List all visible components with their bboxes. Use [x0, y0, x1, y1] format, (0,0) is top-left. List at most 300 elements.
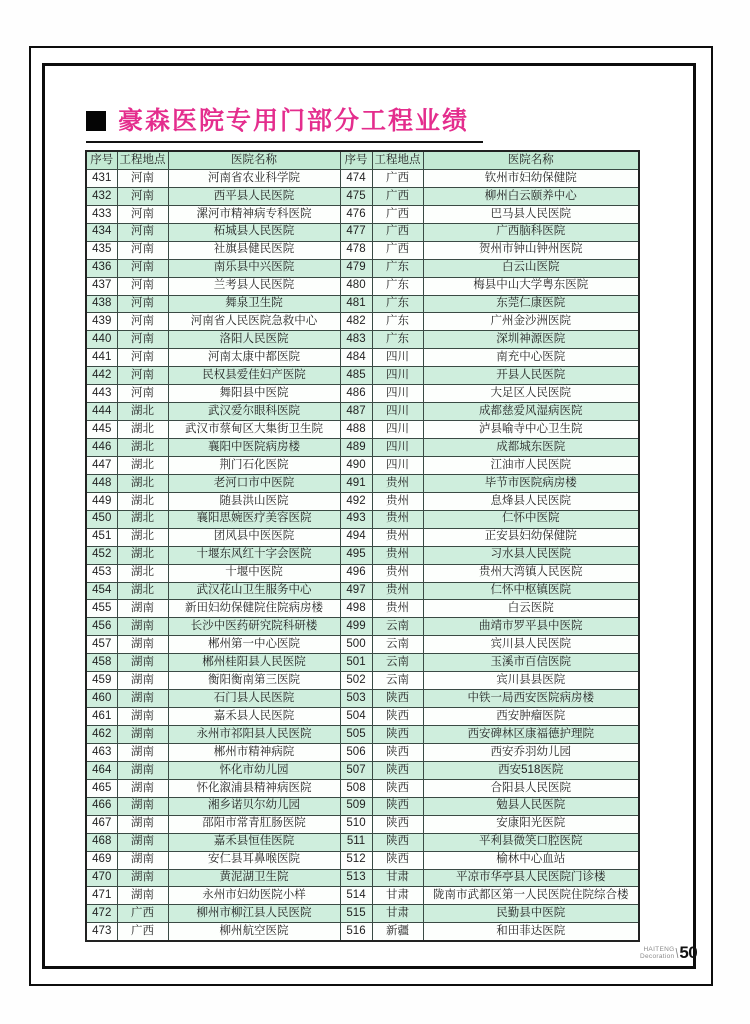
serial-number: 454: [86, 582, 117, 600]
table-row: [86, 887, 639, 905]
hospital-name: 玉溪市百信医院: [423, 654, 639, 672]
serial-number: 438: [86, 295, 117, 313]
hospital-name: 永州市祁阳县人民医院: [168, 726, 340, 744]
project-location: 河南: [117, 259, 168, 277]
serial-number: 451: [86, 528, 117, 546]
project-location: 湖北: [117, 421, 168, 439]
serial-number: 441: [86, 349, 117, 367]
serial-number: 487: [340, 403, 372, 421]
table-row: [86, 510, 639, 528]
hospital-name: 长沙中医药研究院科研楼: [168, 618, 340, 636]
hospital-name: 西安乔羽幼儿园: [423, 743, 639, 761]
hospital-name: 泸县喻寺中心卫生院: [423, 421, 639, 439]
hospital-name: 陇南市武都区第一人民医院住院综合楼: [423, 887, 639, 905]
project-location: 四川: [372, 456, 423, 474]
hospital-name: 宾川县县医院: [423, 672, 639, 690]
project-location: 湖南: [117, 743, 168, 761]
serial-number: 481: [340, 295, 372, 313]
serial-number: 440: [86, 331, 117, 349]
table-row: [86, 743, 639, 761]
serial-number: 431: [86, 169, 117, 187]
project-location: 湖北: [117, 546, 168, 564]
hospital-name: 仁怀中枢镇医院: [423, 582, 639, 600]
hospital-name: 怀化市幼儿园: [168, 761, 340, 779]
table-row: [86, 439, 639, 457]
project-location: 贵州: [372, 564, 423, 582]
table-row: [86, 654, 639, 672]
project-location: 云南: [372, 672, 423, 690]
project-location: 云南: [372, 636, 423, 654]
serial-number: 456: [86, 618, 117, 636]
hospital-name: 漯河市精神病专科医院: [168, 205, 340, 223]
serial-number: 448: [86, 474, 117, 492]
serial-number: 513: [340, 869, 372, 887]
serial-number: 480: [340, 277, 372, 295]
brand-line1: HAITENG: [643, 945, 675, 953]
hospital-name: 合阳县人民医院: [423, 779, 639, 797]
hospital-name: 毕节市医院病房楼: [423, 474, 639, 492]
hospital-name: 和田菲达医院: [423, 923, 639, 941]
hospital-name: 贵州大湾镇人民医院: [423, 564, 639, 582]
serial-number: 489: [340, 439, 372, 457]
table-row: [86, 726, 639, 744]
project-location: 贵州: [372, 600, 423, 618]
hospital-name: 武汉爱尔眼科医院: [168, 403, 340, 421]
hospital-name: 贺州市钟山钟州医院: [423, 241, 639, 259]
table-row: [86, 456, 639, 474]
project-location: 甘肃: [372, 905, 423, 923]
serial-number: 468: [86, 833, 117, 851]
serial-number: 442: [86, 367, 117, 385]
project-location: 湖南: [117, 690, 168, 708]
project-location: 广东: [372, 331, 423, 349]
project-location: 陕西: [372, 726, 423, 744]
serial-number: 491: [340, 474, 372, 492]
project-location: 贵州: [372, 510, 423, 528]
hospital-name: 巴马县人民医院: [423, 205, 639, 223]
project-location: 广西: [372, 187, 423, 205]
hospital-name: 白云山医院: [423, 259, 639, 277]
project-location: 湖南: [117, 779, 168, 797]
project-location: 广东: [372, 313, 423, 331]
hospital-name: 深圳神源医院: [423, 331, 639, 349]
project-location: 四川: [372, 367, 423, 385]
serial-number: 452: [86, 546, 117, 564]
serial-number: 443: [86, 385, 117, 403]
project-location: 河南: [117, 349, 168, 367]
project-location: 河南: [117, 385, 168, 403]
project-location: 广西: [372, 223, 423, 241]
serial-number: 483: [340, 331, 372, 349]
table-row: [86, 761, 639, 779]
serial-number: 432: [86, 187, 117, 205]
serial-number: 463: [86, 743, 117, 761]
hospital-name: 武汉市蔡甸区大集街卫生院: [168, 421, 340, 439]
hospital-name: 民权县爱佳妇产医院: [168, 367, 340, 385]
hospital-name: 西安碑林区康福德护理院: [423, 726, 639, 744]
project-location: 河南: [117, 169, 168, 187]
hospital-name: 郴州市精神病院: [168, 743, 340, 761]
hospital-name: 襄阳中医院病房楼: [168, 439, 340, 457]
serial-number: 497: [340, 582, 372, 600]
serial-number: 503: [340, 690, 372, 708]
hospital-name: 勉县人民医院: [423, 797, 639, 815]
hospital-name: 钦州市妇幼保健院: [423, 169, 639, 187]
project-location: 湖北: [117, 528, 168, 546]
project-location: 陕西: [372, 815, 423, 833]
serial-number: 506: [340, 743, 372, 761]
hospital-name: 怀化溆浦县精神病医院: [168, 779, 340, 797]
hospital-name: 东莞仁康医院: [423, 295, 639, 313]
table-row: [86, 690, 639, 708]
hospital-name: 石门县人民医院: [168, 690, 340, 708]
table-row: [86, 367, 639, 385]
serial-number: 509: [340, 797, 372, 815]
serial-number: 460: [86, 690, 117, 708]
project-location: 陕西: [372, 797, 423, 815]
project-location: 陕西: [372, 743, 423, 761]
serial-number: 485: [340, 367, 372, 385]
serial-number: 508: [340, 779, 372, 797]
hospital-name: 成都城东医院: [423, 439, 639, 457]
project-location: 广西: [117, 923, 168, 941]
hospital-name: 仁怀中医院: [423, 510, 639, 528]
hospital-name: 随县洪山医院: [168, 492, 340, 510]
project-location: 四川: [372, 385, 423, 403]
hospital-name: 广西脑科医院: [423, 223, 639, 241]
project-location: 广西: [372, 205, 423, 223]
table-row: [86, 636, 639, 654]
hospital-name: 宾川县人民医院: [423, 636, 639, 654]
projects-table: [85, 150, 640, 942]
table-row: [86, 492, 639, 510]
table-row: [86, 869, 639, 887]
hospital-name: 河南太康中都医院: [168, 349, 340, 367]
project-location: 湖南: [117, 672, 168, 690]
table-row: [86, 618, 639, 636]
project-location: 湖南: [117, 654, 168, 672]
table-row: [86, 546, 639, 564]
project-location: 甘肃: [372, 887, 423, 905]
brand-mark: [640, 946, 674, 960]
serial-number: 477: [340, 223, 372, 241]
column-header: 医院名称: [168, 151, 340, 169]
hospital-name: 西安肿瘤医院: [423, 708, 639, 726]
column-header: 医院名称: [423, 151, 639, 169]
serial-number: 457: [86, 636, 117, 654]
table-row: [86, 187, 639, 205]
project-location: 四川: [372, 349, 423, 367]
table-row: [86, 223, 639, 241]
project-location: 四川: [372, 439, 423, 457]
project-location: 云南: [372, 618, 423, 636]
project-location: 四川: [372, 421, 423, 439]
table-row: [86, 851, 639, 869]
column-header: 序号: [340, 151, 372, 169]
hospital-name: 老河口市中医院: [168, 474, 340, 492]
hospital-name: 邵阳市常青肛肠医院: [168, 815, 340, 833]
project-location: 湖北: [117, 403, 168, 421]
serial-number: 482: [340, 313, 372, 331]
project-location: 陕西: [372, 761, 423, 779]
serial-number: 496: [340, 564, 372, 582]
hospital-name: 西安518医院: [423, 761, 639, 779]
project-location: 湖南: [117, 851, 168, 869]
serial-number: 507: [340, 761, 372, 779]
page-footer: [640, 943, 697, 963]
page-title: 豪森医院专用门部分工程业绩: [118, 107, 470, 135]
table-row: [86, 349, 639, 367]
hospital-name: 柘城县人民医院: [168, 223, 340, 241]
serial-number: 475: [340, 187, 372, 205]
project-location: 贵州: [372, 582, 423, 600]
project-location: 湖北: [117, 510, 168, 528]
table-row: [86, 582, 639, 600]
hospital-name: 习水县人民医院: [423, 546, 639, 564]
hospital-name: 社旗县健民医院: [168, 241, 340, 259]
serial-number: 435: [86, 241, 117, 259]
serial-number: 493: [340, 510, 372, 528]
serial-number: 498: [340, 600, 372, 618]
table-row: [86, 672, 639, 690]
footer-slash: \: [676, 945, 679, 961]
project-location: 贵州: [372, 474, 423, 492]
hospital-name: 安仁县耳鼻喉医院: [168, 851, 340, 869]
serial-number: 479: [340, 259, 372, 277]
serial-number: 446: [86, 439, 117, 457]
serial-number: 471: [86, 887, 117, 905]
hospital-name: 永州市妇幼医院小样: [168, 887, 340, 905]
project-location: 甘肃: [372, 869, 423, 887]
project-location: 贵州: [372, 528, 423, 546]
project-location: 贵州: [372, 492, 423, 510]
project-location: 河南: [117, 331, 168, 349]
hospital-name: 民勤县中医院: [423, 905, 639, 923]
project-location: 河南: [117, 277, 168, 295]
serial-number: 516: [340, 923, 372, 941]
hospital-name: 南乐县中兴医院: [168, 259, 340, 277]
serial-number: 512: [340, 851, 372, 869]
serial-number: 434: [86, 223, 117, 241]
table-row: [86, 815, 639, 833]
project-location: 湖南: [117, 815, 168, 833]
project-location: 新疆: [372, 923, 423, 941]
serial-number: 466: [86, 797, 117, 815]
hospital-name: 十堰中医院: [168, 564, 340, 582]
brand-line2: Decoration: [640, 953, 675, 960]
hospital-name: 湘乡诺贝尔幼儿园: [168, 797, 340, 815]
table-row: [86, 528, 639, 546]
serial-number: 473: [86, 923, 117, 941]
serial-number: 499: [340, 618, 372, 636]
project-location: 广东: [372, 259, 423, 277]
title-bullet-square-icon: [86, 111, 106, 131]
table-header-row: [86, 151, 639, 169]
serial-number: 486: [340, 385, 372, 403]
project-location: 河南: [117, 367, 168, 385]
project-location: 河南: [117, 241, 168, 259]
table-row: [86, 385, 639, 403]
hospital-name: 西平县人民医院: [168, 187, 340, 205]
serial-number: 488: [340, 421, 372, 439]
hospital-name: 柳州白云颐养中心: [423, 187, 639, 205]
serial-number: 510: [340, 815, 372, 833]
hospital-name: 河南省农业科学院: [168, 169, 340, 187]
hospital-name: 成都慈爱风湿病医院: [423, 403, 639, 421]
table-row: [86, 797, 639, 815]
project-location: 河南: [117, 313, 168, 331]
hospital-name: 十堰东风红十字会医院: [168, 546, 340, 564]
serial-number: 474: [340, 169, 372, 187]
project-location: 湖南: [117, 726, 168, 744]
hospital-name: 大足区人民医院: [423, 385, 639, 403]
project-location: 陕西: [372, 779, 423, 797]
table-row: [86, 241, 639, 259]
hospital-name: 梅县中山大学粤东医院: [423, 277, 639, 295]
project-location: 湖北: [117, 492, 168, 510]
project-location: 湖南: [117, 636, 168, 654]
hospital-name: 团风县中医医院: [168, 528, 340, 546]
serial-number: 459: [86, 672, 117, 690]
table-row: [86, 779, 639, 797]
table-row: [86, 923, 639, 941]
hospital-name: 柳州航空医院: [168, 923, 340, 941]
page-number: 50: [679, 943, 698, 962]
project-location: 湖北: [117, 456, 168, 474]
serial-number: 455: [86, 600, 117, 618]
serial-number: 470: [86, 869, 117, 887]
project-location: 湖南: [117, 833, 168, 851]
hospital-name: 襄阳思婉医疗美容医院: [168, 510, 340, 528]
serial-number: 495: [340, 546, 372, 564]
project-location: 湖南: [117, 600, 168, 618]
serial-number: 511: [340, 833, 372, 851]
hospital-name: 洛阳人民医院: [168, 331, 340, 349]
serial-number: 476: [340, 205, 372, 223]
table-row: [86, 331, 639, 349]
serial-number: 484: [340, 349, 372, 367]
project-location: 四川: [372, 403, 423, 421]
table-row: [86, 313, 639, 331]
hospital-name: 柳州市柳江县人民医院: [168, 905, 340, 923]
serial-number: 462: [86, 726, 117, 744]
hospital-name: 舞阳县中医院: [168, 385, 340, 403]
project-location: 河南: [117, 205, 168, 223]
table-row: [86, 564, 639, 582]
serial-number: 501: [340, 654, 372, 672]
hospital-name: 白云医院: [423, 600, 639, 618]
table-row: [86, 600, 639, 618]
hospital-name: 荆门石化医院: [168, 456, 340, 474]
table-row: [86, 259, 639, 277]
serial-number: 447: [86, 456, 117, 474]
project-location: 湖南: [117, 797, 168, 815]
project-location: 云南: [372, 654, 423, 672]
hospital-name: 开县人民医院: [423, 367, 639, 385]
project-location: 湖北: [117, 582, 168, 600]
serial-number: 514: [340, 887, 372, 905]
projects-table-body: [86, 151, 639, 941]
serial-number: 445: [86, 421, 117, 439]
hospital-name: 嘉禾县人民医院: [168, 708, 340, 726]
serial-number: 433: [86, 205, 117, 223]
project-location: 陕西: [372, 690, 423, 708]
project-location: 湖南: [117, 761, 168, 779]
project-location: 陕西: [372, 708, 423, 726]
serial-number: 504: [340, 708, 372, 726]
hospital-name: 曲靖市罗平县中医院: [423, 618, 639, 636]
table-row: [86, 403, 639, 421]
serial-number: 472: [86, 905, 117, 923]
hospital-name: 中铁一局西安医院病房楼: [423, 690, 639, 708]
table-row: [86, 295, 639, 313]
project-location: 陕西: [372, 833, 423, 851]
hospital-name: 黄泥湖卫生院: [168, 869, 340, 887]
project-location: 广东: [372, 277, 423, 295]
hospital-name: 平利县微笑口腔医院: [423, 833, 639, 851]
project-location: 河南: [117, 187, 168, 205]
serial-number: 492: [340, 492, 372, 510]
project-location: 湖北: [117, 474, 168, 492]
table-row: [86, 833, 639, 851]
hospital-name: 平凉市华亭县人民医院门诊楼: [423, 869, 639, 887]
project-location: 湖北: [117, 439, 168, 457]
serial-number: 494: [340, 528, 372, 546]
table-row: [86, 169, 639, 187]
hospital-name: 新田妇幼保健院住院病房楼: [168, 600, 340, 618]
serial-number: 439: [86, 313, 117, 331]
serial-number: 461: [86, 708, 117, 726]
hospital-name: 衡阳衡南第三医院: [168, 672, 340, 690]
serial-number: 469: [86, 851, 117, 869]
serial-number: 465: [86, 779, 117, 797]
project-location: 广西: [117, 905, 168, 923]
hospital-name: 嘉禾县恒佳医院: [168, 833, 340, 851]
hospital-name: 郴州桂阳县人民医院: [168, 654, 340, 672]
page-title-block: [86, 101, 483, 143]
hospital-name: 正安县妇幼保健院: [423, 528, 639, 546]
project-location: 陕西: [372, 851, 423, 869]
hospital-name: 江油市人民医院: [423, 456, 639, 474]
project-location: 广东: [372, 295, 423, 313]
table-row: [86, 474, 639, 492]
column-header: 序号: [86, 151, 117, 169]
serial-number: 464: [86, 761, 117, 779]
project-location: 湖北: [117, 564, 168, 582]
serial-number: 505: [340, 726, 372, 744]
serial-number: 467: [86, 815, 117, 833]
column-header: 工程地点: [372, 151, 423, 169]
table-row: [86, 277, 639, 295]
serial-number: 450: [86, 510, 117, 528]
project-location: 广西: [372, 241, 423, 259]
serial-number: 490: [340, 456, 372, 474]
hospital-name: 安康阳光医院: [423, 815, 639, 833]
hospital-name: 兰考县人民医院: [168, 277, 340, 295]
project-location: 河南: [117, 223, 168, 241]
project-location: 贵州: [372, 546, 423, 564]
table-row: [86, 205, 639, 223]
serial-number: 458: [86, 654, 117, 672]
serial-number: 449: [86, 492, 117, 510]
hospital-name: 榆林中心血站: [423, 851, 639, 869]
project-location: 河南: [117, 295, 168, 313]
serial-number: 502: [340, 672, 372, 690]
serial-number: 500: [340, 636, 372, 654]
hospital-name: 广州金沙洲医院: [423, 313, 639, 331]
serial-number: 515: [340, 905, 372, 923]
serial-number: 453: [86, 564, 117, 582]
